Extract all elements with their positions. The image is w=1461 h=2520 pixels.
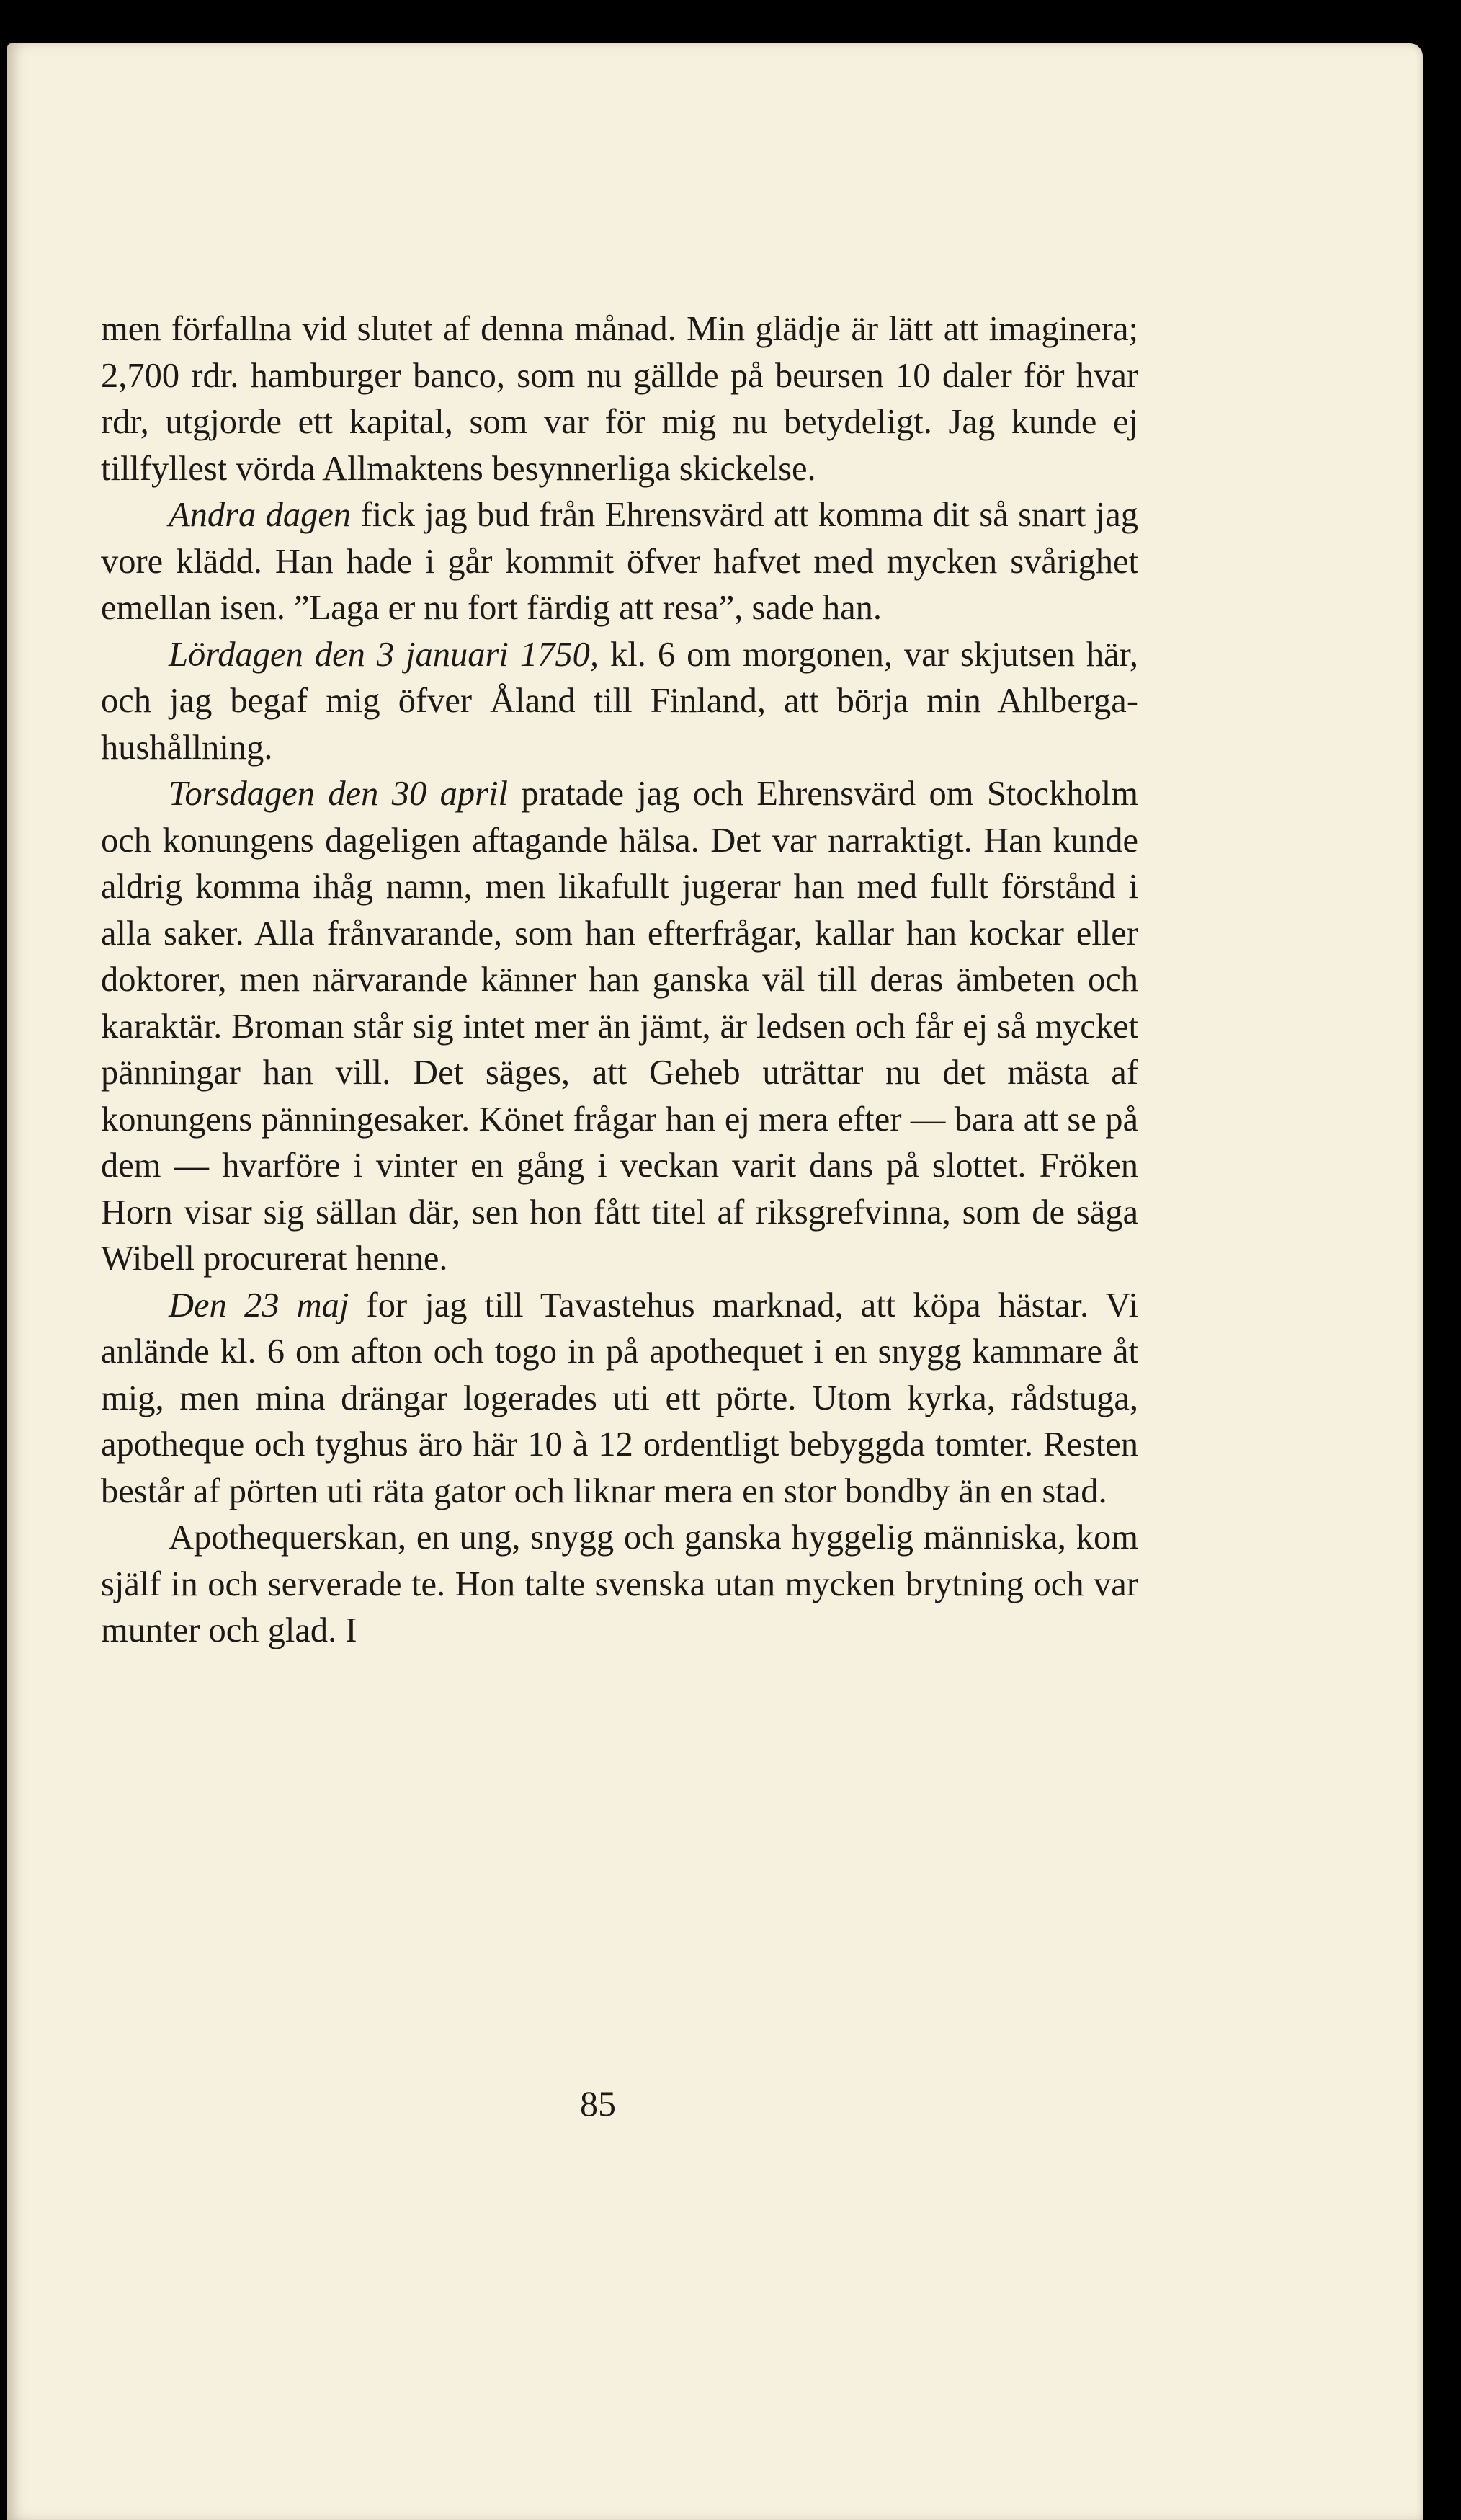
paragraph-2-text: fick jag bud från Ehrensvärd att komma dit så snart jag vore klädd. Han hade i går kommit öfver hafvet med mycken svårighet emellan isen. ”Laga er nu fort färdig att resa”, sade han. <box>101 496 1139 627</box>
paragraph-3-date: Lördagen den 3 januari 1750, <box>169 635 599 674</box>
paragraph-2-date: Andra dagen <box>169 496 352 534</box>
paragraph-3-text: kl. 6 om morgonen, var skjutsen här, och jag begaf mig öfver Åland till Finland, att börja min Ahlberga-hushållning. <box>101 635 1138 767</box>
paragraph-4-text: pratade jag och Ehrensvärd om Stockholm och konungens dageligen aftagande hälsa. Det var narraktigt. Han kunde aldrig komma ihåg namn, men likafullt jugerar han med fullt förstånd i alla saker. Alla frånvarande, som han efterfrågar, kallar han kockar eller doktorer, men närvarande känner han ganska väl till deras ämbeten och karaktär. Broman står sig intet mer än jämt, är ledsen och får ej så mycket pänningar han vill. Det säges, att Geheb uträttar nu det mästa af konungens pänningesaker. Könet frågar han ej mera efter — bara att se på dem — hvarföre i vinter en gång i veckan varit dans på slottet. Fröken Horn visar sig sällan där, sen hon fått titel af riksgrefvinna, som de säga Wibell procurerat henne. <box>101 775 1138 1278</box>
paragraph-3 <box>101 632 1138 772</box>
paragraph-5 <box>101 1283 1138 1515</box>
paragraph-5-text: for jag till Tavastehus marknad, att köpa hästar. Vi anlände kl. 6 om afton och togo in på apothequet i en snygg kammare åt mig, men mina drängar logerades uti ett pörte. Utom kyrka, rådstuga, apotheque och tyghus äro här 10 à 12 ordentligt bebyggda tomter. Resten består af pörten uti räta gator och liknar mera en stor bondby än en stad. <box>101 1286 1138 1510</box>
paragraph-1 <box>101 306 1138 492</box>
paper-page <box>7 43 1423 2520</box>
paragraph-4 <box>101 771 1138 1283</box>
page-number: 85 <box>580 2083 616 2124</box>
body-text <box>101 306 1138 1655</box>
paragraph-6-text: Apothequerskan, en ung, snygg och ganska hyggelig människa, kom själf in och serverade te. Hon talte svenska utan mycken brytning och var munter och glad. I <box>101 1518 1138 1649</box>
paragraph-4-date: Torsdagen den 30 april <box>169 775 508 813</box>
paragraph-2 <box>101 492 1138 632</box>
paragraph-5-date: Den 23 maj <box>169 1286 349 1324</box>
paragraph-1-text: men förfallna vid slutet af denna månad. Min glädje är lätt att imaginera; 2,700 rdr. hamburger banco, som nu gällde på beursen 10 daler för hvar rdr, utgjorde ett kapital, som var för mig nu betydeligt. Jag kunde ej tillfyllest vörda Allmaktens besynnerliga skickelse. <box>101 310 1138 488</box>
paragraph-6 <box>101 1515 1138 1655</box>
